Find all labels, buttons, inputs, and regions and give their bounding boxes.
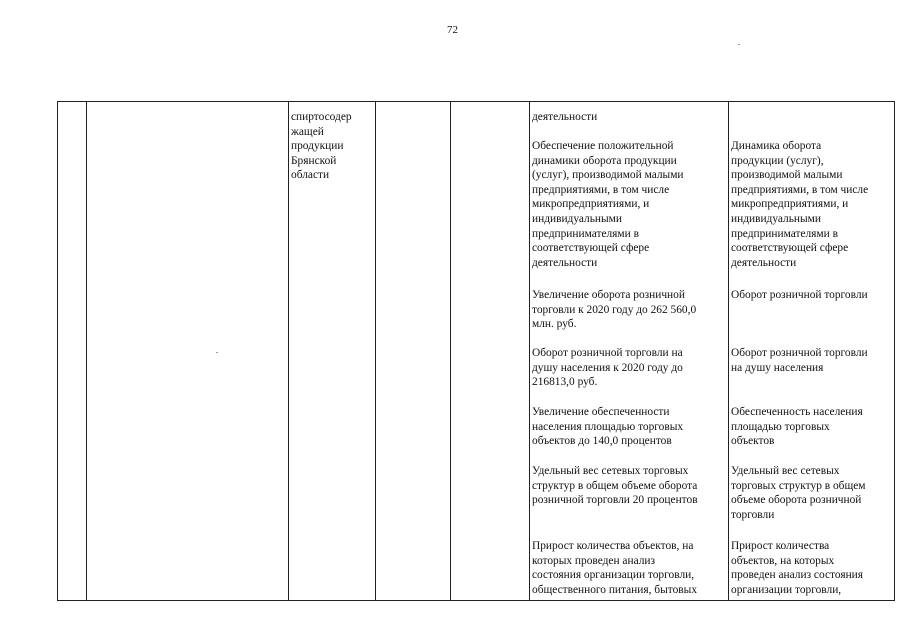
goal-item: Удельный вес сетевых торговых структур в общем объеме оборота розничной торговли 20 процентов (532, 465, 698, 507)
indicator-item: Оборот розничной торговли на душу населения (731, 347, 868, 374)
scan-speck (738, 44, 740, 45)
column-divider-6 (728, 101, 729, 601)
column-divider-1 (86, 101, 87, 601)
indicator-item: Прирост количества объектов, на которых проведен анализ состояния организации торговли, (731, 540, 863, 596)
indicator-item: Обеспеченность населения площадью торговых объектов (731, 406, 863, 448)
column-divider-2 (288, 101, 289, 601)
goal-item: Увеличение обеспеченности населения площадью торговых объектов до 140,0 процентов (532, 406, 684, 448)
goal-item: Прирост количества объектов, на которых проведен анализ состояния организации торговли, общественного питания, бытовых (532, 540, 698, 596)
page-number: 72 (447, 24, 458, 36)
column-divider-5 (529, 101, 530, 601)
responsible-cell-text: спиртосодер жащей продукции Брянской области (291, 111, 352, 182)
table-top-border (57, 101, 895, 102)
column-divider-4 (450, 101, 451, 601)
goal-item: деятельности (532, 111, 598, 123)
goal-item: Увеличение оборота розничной торговли к 2020 году до 262 560,0 млн. руб. (532, 289, 697, 331)
indicator-item: Динамика оборота продукции (услуг), производимой малыми предприятиями, в том числе микропредприятиями, и индивидуальными предпринимателями в соответствующей сфере деятельности (731, 140, 869, 269)
table-bottom-border (57, 600, 895, 601)
scan-speck (216, 352, 218, 353)
indicator-item: Удельный вес сетевых торговых структур в общем объеме оборота розничной торговли (731, 465, 866, 521)
column-divider-3 (375, 101, 376, 601)
table-border-right (894, 101, 895, 601)
indicator-item: Оборот розничной торговли (731, 289, 868, 301)
goal-item: Обеспечение положительной динамики оборота продукции (услуг), производимой малыми предприятиями, в том числе микропредприятиями, и индивидуальными предпринимателями в соответствующей сфере деятельности (532, 140, 684, 269)
document-table (57, 101, 895, 601)
table-border-left (57, 101, 58, 601)
goal-item: Оборот розничной торговли на душу населения к 2020 году до 216813,0 руб. (532, 347, 683, 389)
